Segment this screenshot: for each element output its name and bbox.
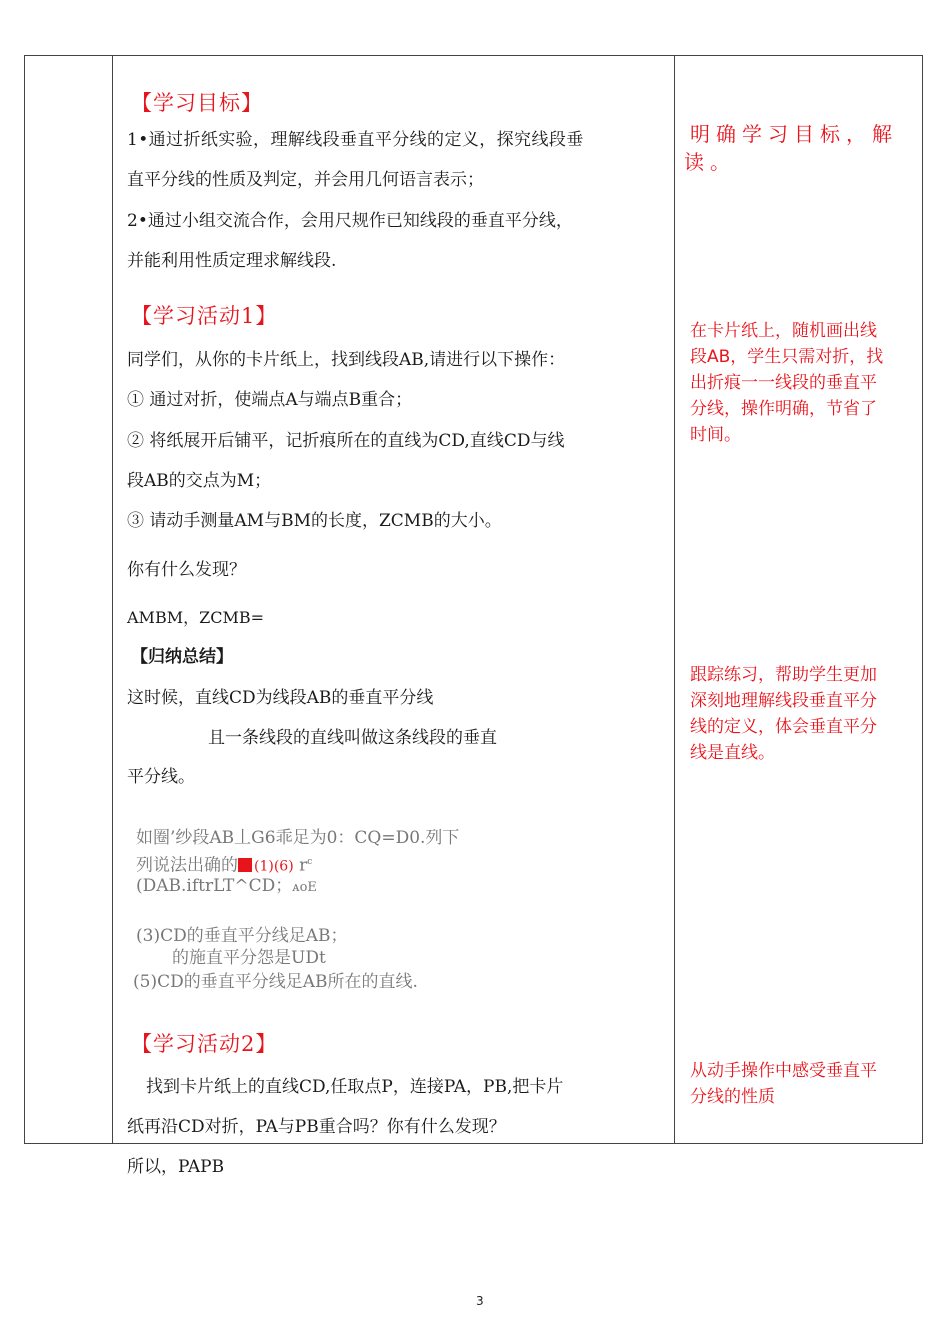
exercise-line-1: 如圈’纱段AB丄G6乖足为0：CQ=D0.列下 xyxy=(136,828,460,848)
activity1-heading: 【学习活动1】 xyxy=(131,304,278,328)
exercise-line-5: 的施直平分怨是UDt xyxy=(172,948,326,968)
exercise-line-2-tail: r xyxy=(299,855,308,876)
exercise-line-3-small: ᴀoE xyxy=(292,880,317,895)
summary-line-3: 平分线。 xyxy=(127,767,195,787)
exercise-line-2-text: 列说法出确的 xyxy=(136,855,238,876)
exercise-line-6: (5)CD的垂直平分线足AB所在的直线. xyxy=(133,972,418,992)
activity1-note-line-3: 出折痕一一线段的垂直平 xyxy=(690,373,877,393)
activity1-line-4: 段AB的交点为M； xyxy=(127,471,272,491)
goal-note-line-1: 明确学习目标，解 xyxy=(690,122,898,146)
exercise-line-2 xyxy=(136,852,312,877)
activity1-note-line-1: 在卡片纸上，随机画出线 xyxy=(690,321,877,341)
goal-line-2: 直平分线的性质及判定，并会用几何语言表示； xyxy=(127,170,484,190)
page-number: 3 xyxy=(476,1294,484,1308)
activity2-line-2: 纸再沿CD对折，PA与PB重合吗？你有什么发现？ xyxy=(127,1117,506,1137)
summary-line-1: 这时候，直线CD为线段AB的垂直平分线 xyxy=(127,688,434,708)
activity1-note-line-4: 分线，操作明确，节省了 xyxy=(690,399,877,419)
red-square-mark xyxy=(238,858,252,872)
after-table-line: 所以，PAPB xyxy=(127,1157,225,1177)
goal-line-1: 1•通过折纸实验，理解线段垂直平分线的定义，探究线段垂 xyxy=(127,130,584,150)
activity1-line-6: 你有什么发现？ xyxy=(127,560,246,580)
summary-heading: 【归纳总结】 xyxy=(131,647,233,667)
activity2-note-line-1: 从动手操作中感受垂直平 xyxy=(690,1061,877,1081)
exercise-line-2-answer: (1)(6) xyxy=(254,858,294,875)
activity2-line-1: 找到卡片纸上的直线CD,任取点P，连接PA，PB,把卡片 xyxy=(146,1077,564,1097)
goal-line-4: 并能利用性质定理求解线段. xyxy=(127,251,337,271)
activity1-note-line-2: 段AB，学生只需对折，找 xyxy=(690,347,884,367)
activity1-line-1: 同学们，从你的卡片纸上，找到线段AB,请进行以下操作： xyxy=(127,350,566,370)
exercise-line-4: (3)CD的垂直平分线足AB； xyxy=(136,926,348,946)
activity1-note-line-5: 时间。 xyxy=(690,425,741,445)
summary-note-line-4: 线是直线。 xyxy=(690,743,775,763)
activity2-heading: 【学习活动2】 xyxy=(131,1032,278,1056)
activity1-line-7: AMBM，ZCMB= xyxy=(127,608,264,627)
goal-heading: 【学习目标】 xyxy=(131,91,263,115)
exercise-line-3 xyxy=(136,876,317,898)
goal-note-line-2: 读。 xyxy=(684,150,736,174)
summary-line-2: 且一条线段的直线叫做这条线段的垂直 xyxy=(208,728,497,748)
activity2-note-line-2: 分线的性质 xyxy=(690,1087,775,1107)
summary-note-line-3: 线的定义，体会垂直平分 xyxy=(690,717,877,737)
summary-note-line-2: 深刻地理解线段垂直平分 xyxy=(690,691,877,711)
summary-note-line-1: 跟踪练习，帮助学生更加 xyxy=(690,665,877,685)
column-divider-right xyxy=(674,56,675,1143)
exercise-line-2-sup: c xyxy=(307,857,313,867)
activity1-line-5: ③ 请动手测量AM与BM的长度，ZCMB的大小。 xyxy=(127,511,502,531)
exercise-line-3-text: (DAB.iftrLT^CD； xyxy=(136,876,293,896)
activity1-line-2: ① 通过对折，使端点A与端点B重合； xyxy=(127,390,413,410)
activity1-line-3: ② 将纸展开后铺平，记折痕所在的直线为CD,直线CD与线 xyxy=(127,431,565,451)
goal-line-3: 2•通过小组交流合作，会用尺规作已知线段的垂直平分线， xyxy=(127,211,573,231)
column-divider-left xyxy=(112,56,113,1143)
